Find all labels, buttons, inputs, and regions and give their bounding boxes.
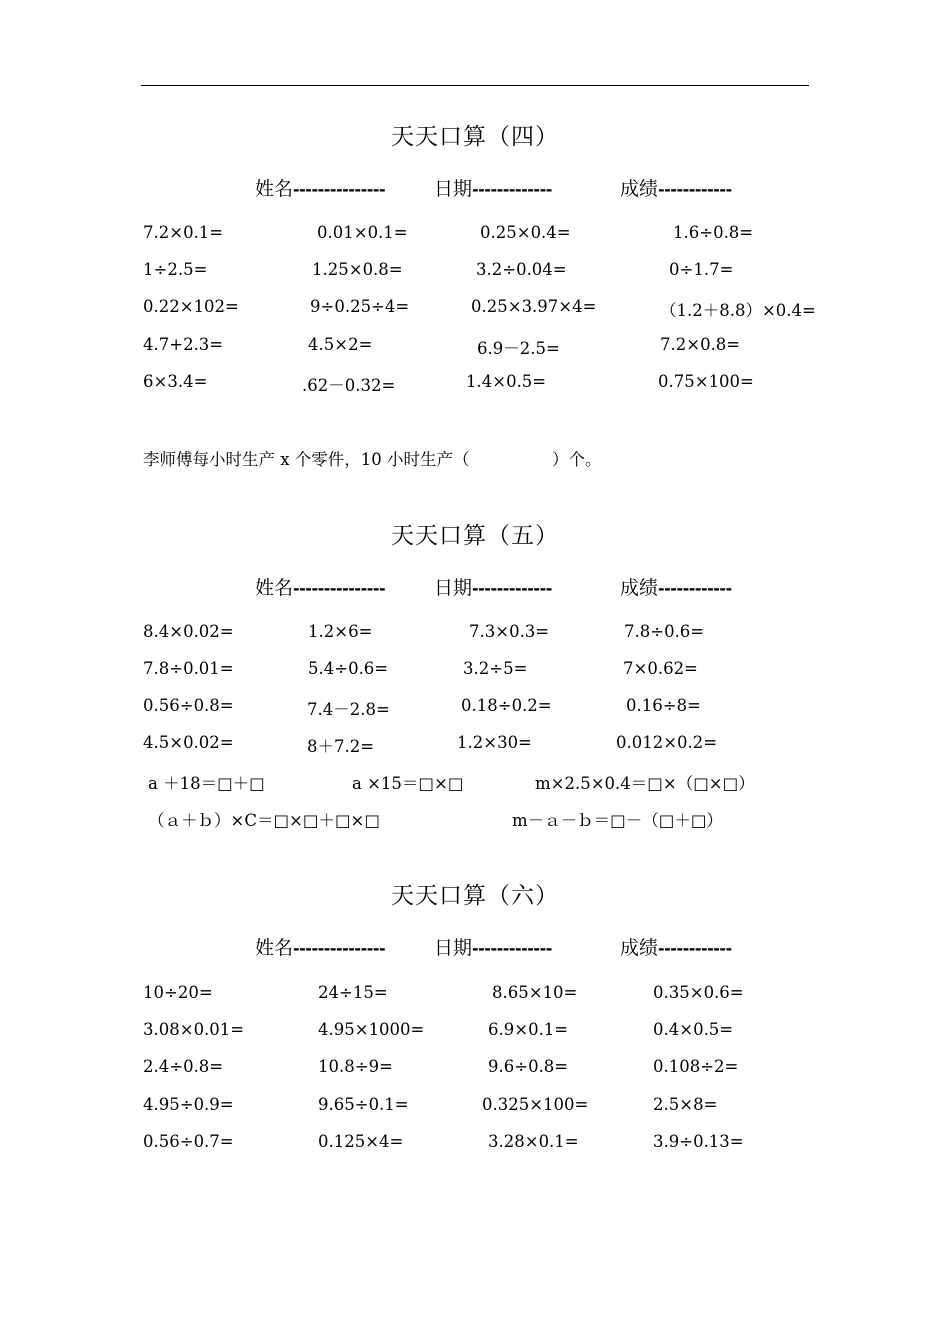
date-blank: ------------- — [472, 579, 552, 598]
problem: 0.18÷0.2= — [461, 696, 552, 715]
name-blank: --------------- — [293, 579, 386, 598]
name-label: 姓名 — [255, 577, 294, 599]
problem: 0.16÷8= — [626, 696, 701, 715]
name-field — [255, 933, 385, 960]
problem: （1.2＋8.8）×0.4= — [660, 301, 816, 320]
problem: 0.35×0.6= — [653, 983, 744, 1002]
date-field — [434, 573, 552, 600]
law-problem: a ×15＝□×□ — [352, 774, 464, 793]
problem: 2.5×8= — [653, 1095, 718, 1114]
problem: 7.2×0.1= — [143, 223, 224, 242]
problem: 9.65÷0.1= — [318, 1095, 409, 1114]
name-label: 姓名 — [255, 937, 294, 959]
name-field — [255, 573, 385, 600]
problem: 4.7+2.3= — [143, 335, 224, 354]
problem: 10÷20= — [143, 983, 213, 1002]
score-blank: ------------ — [658, 579, 732, 598]
name-field — [255, 174, 385, 201]
date-label: 日期 — [434, 577, 473, 599]
problem: 3.28×0.1= — [488, 1132, 579, 1151]
problem: 3.08×0.01= — [143, 1020, 245, 1039]
name-blank: --------------- — [293, 180, 386, 199]
problem: 3.2÷5= — [463, 659, 528, 678]
score-blank: ------------ — [658, 180, 732, 199]
problem: 0.22×102= — [143, 297, 239, 316]
problem: 0.012×0.2= — [616, 733, 718, 752]
problem: 0.01×0.1= — [317, 223, 408, 242]
top-rule — [141, 85, 809, 86]
problem: 0.56÷0.8= — [143, 696, 234, 715]
problem: 24÷15= — [318, 983, 388, 1002]
problem: 7.4－2.8= — [307, 700, 390, 719]
word-problem: 李师傅每小时生产 x 个零件，10 小时生产（ ）个。 — [143, 450, 602, 469]
problem: 6.9－2.5= — [477, 339, 560, 358]
score-blank: ------------ — [658, 939, 732, 958]
problem: 1.6÷0.8= — [673, 223, 754, 242]
problem: 8.65×10= — [492, 983, 578, 1002]
problem: 0÷1.7= — [669, 260, 734, 279]
date-blank: ------------- — [472, 939, 552, 958]
name-label: 姓名 — [255, 178, 294, 200]
problem: 1.2×30= — [457, 733, 532, 752]
date-field — [434, 933, 552, 960]
problem: 4.95×1000= — [318, 1020, 425, 1039]
problem: 7.3×0.3= — [469, 622, 550, 641]
problem: 8.4×0.02= — [143, 622, 234, 641]
problem: 0.75×100= — [658, 372, 754, 391]
problem: 1.2×6= — [308, 622, 373, 641]
law-problem: a ＋18＝□＋□ — [148, 774, 265, 793]
problem: 7.8÷0.6= — [624, 622, 705, 641]
problem: 3.2÷0.04= — [476, 260, 567, 279]
score-field — [620, 933, 732, 960]
problem: 6.9×0.1= — [488, 1020, 569, 1039]
problem: 4.5×0.02= — [143, 733, 234, 752]
name-blank: --------------- — [293, 939, 386, 958]
problem: 1.4×0.5= — [466, 372, 547, 391]
problem: 6×3.4= — [143, 372, 208, 391]
problem: 1÷2.5= — [143, 260, 208, 279]
score-label: 成绩 — [620, 178, 659, 200]
problem: 0.325×100= — [482, 1095, 589, 1114]
problem: 9.6÷0.8= — [488, 1057, 569, 1076]
date-field — [434, 174, 552, 201]
problem: 1.25×0.8= — [312, 260, 403, 279]
law-problem: m×2.5×0.4＝□×（□×□） — [535, 774, 755, 793]
problem: 0.25×3.97×4= — [471, 297, 597, 316]
section-title: 天天口算（六） — [391, 883, 559, 909]
problem: 10.8÷9= — [318, 1057, 393, 1076]
problem: 4.5×2= — [308, 335, 373, 354]
law-problem: m－ａ－ｂ＝□－（□＋□） — [512, 811, 723, 830]
problem: 2.4÷0.8= — [143, 1057, 224, 1076]
date-label: 日期 — [434, 178, 473, 200]
problem: 0.125×4= — [318, 1132, 404, 1151]
section-title: 天天口算（四） — [391, 124, 559, 150]
law-problem: （ａ＋ｂ）×C＝□×□＋□×□ — [148, 811, 380, 830]
problem: 0.56÷0.7= — [143, 1132, 234, 1151]
score-field — [620, 573, 732, 600]
date-label: 日期 — [434, 937, 473, 959]
problem: .62－0.32= — [302, 376, 396, 395]
problem: 0.25×0.4= — [480, 223, 571, 242]
problem: 7.2×0.8= — [660, 335, 741, 354]
problem: 7.8÷0.01= — [143, 659, 234, 678]
problem: 7×0.62= — [623, 659, 698, 678]
score-label: 成绩 — [620, 937, 659, 959]
score-field — [620, 174, 732, 201]
score-label: 成绩 — [620, 577, 659, 599]
problem: 9÷0.25÷4= — [310, 297, 410, 316]
section-title: 天天口算（五） — [391, 523, 559, 549]
problem: 3.9÷0.13= — [653, 1132, 744, 1151]
problem: 8＋7.2= — [307, 737, 375, 756]
problem: 0.4×0.5= — [653, 1020, 734, 1039]
problem: 4.95÷0.9= — [143, 1095, 234, 1114]
date-blank: ------------- — [472, 180, 552, 199]
problem: 5.4÷0.6= — [308, 659, 389, 678]
problem: 0.108÷2= — [653, 1057, 739, 1076]
